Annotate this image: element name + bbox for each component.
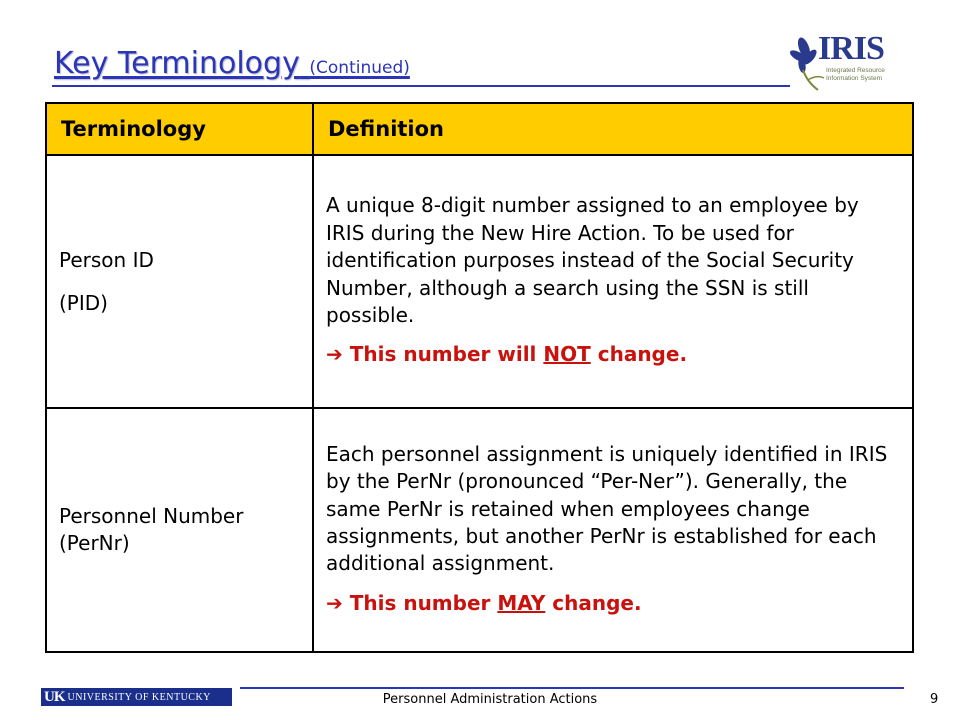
table-header-row — [46, 103, 913, 155]
title-main: Key Terminology — [54, 46, 300, 81]
term-abbrev: (PID) — [59, 290, 108, 315]
header-definition: Definition — [313, 103, 913, 155]
footer-title: Personnel Administration Actions — [382, 692, 598, 707]
title-sub: (Continued) — [309, 58, 410, 78]
note-pre: This number will — [342, 342, 544, 367]
logo-subtitle-line2: Information System — [826, 75, 882, 82]
term-name: Personnel Number (PerNr) — [59, 504, 244, 555]
university-logo — [41, 688, 232, 706]
logo-subtitle-line1: Integrated Resource — [826, 67, 885, 74]
term-cell — [46, 155, 313, 408]
slide-title — [54, 46, 410, 81]
iris-logo — [790, 30, 900, 92]
term-name: Person ID — [59, 247, 154, 272]
title-underline-rule — [52, 85, 790, 87]
table-row — [46, 155, 913, 408]
arrow-right-icon: ➔ — [326, 590, 343, 615]
note-post: change. — [545, 590, 642, 615]
definition-text: A unique 8-digit number assigned to an employee by IRIS during the New Hire Action. To be used for identification purposes instead of the Social Security Number, although a search using the SSN is still possible. — [326, 193, 859, 327]
note-pre: This number — [342, 590, 498, 615]
arrow-right-icon: ➔ — [326, 342, 343, 367]
note-emphasis: MAY — [497, 590, 546, 615]
note-post: change. — [590, 342, 688, 367]
change-note — [326, 341, 902, 368]
definition-text: Each personnel assignment is uniquely identified in IRIS by the PerNr (pronounced “Per-Ner”). Generally, the same PerNr is retained when employees change assignments, but another PerNr is established for each additional assignment. — [326, 441, 888, 576]
definition-cell — [313, 408, 913, 652]
page-number: 9 — [930, 692, 939, 707]
header-terminology: Terminology — [46, 103, 313, 155]
change-note — [326, 590, 902, 617]
table-row — [46, 408, 913, 652]
footer-rule — [240, 687, 904, 689]
note-emphasis: NOT — [543, 342, 591, 367]
uk-mark: UK — [44, 688, 65, 705]
definition-cell — [313, 155, 913, 408]
logo-wordmark: IRIS — [818, 30, 884, 67]
terminology-table — [45, 102, 914, 653]
university-name: UNIVERSITY OF KENTUCKY — [67, 691, 211, 703]
term-cell — [46, 408, 313, 652]
